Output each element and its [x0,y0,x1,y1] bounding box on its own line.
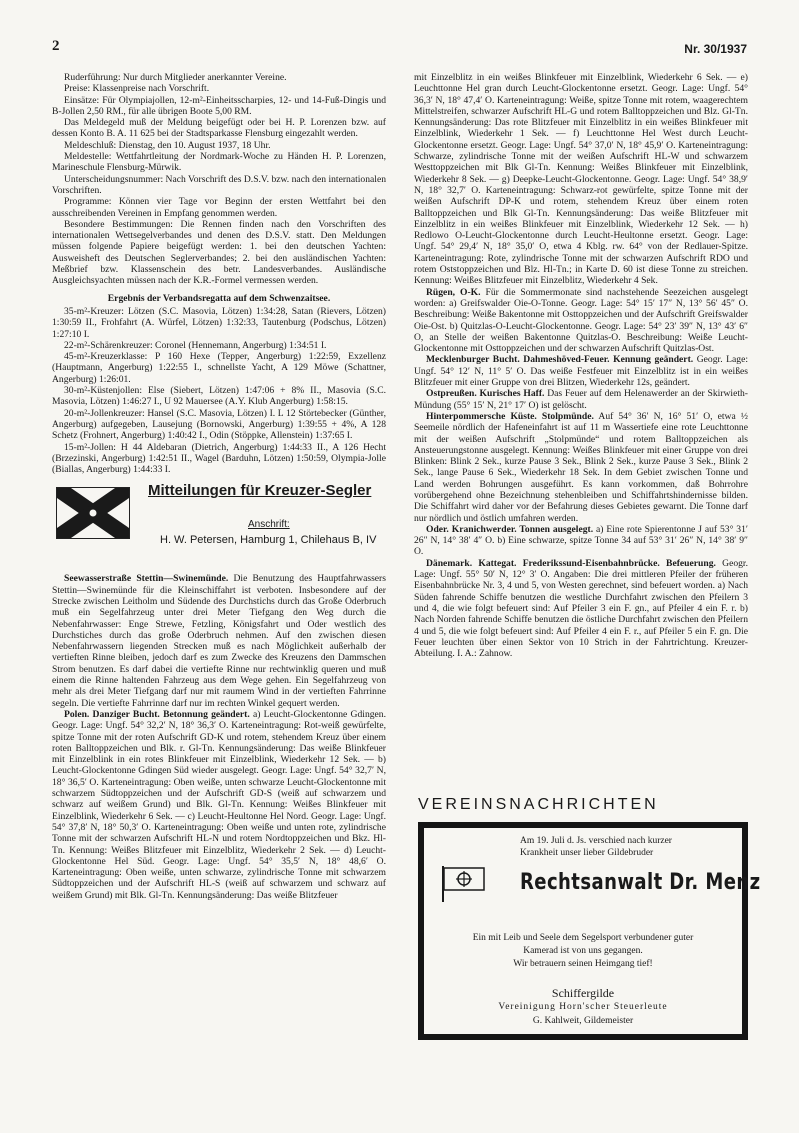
obituary-notice [418,822,761,1040]
notice-line: Krankheit unser lieber Gildebruder [520,848,654,858]
paragraph: Meldeschluß: Dienstag, den 10. August 1937, 18 Uhr. [64,139,271,151]
section-heading: Ergebnis der Verbandsregatta auf dem Schwenzaitsee. [107,292,331,304]
deceased-name: Rechtsanwalt Dr. Menz [520,870,761,895]
item-heading: Seewasserstraße Stettin—Swinemünde. [64,573,229,585]
address: H. W. Petersen, Hamburg 1, Chilehaus B, IV [160,534,377,547]
paragraph: 15-m²-Jollen: H 44 Aldebaran (Dietrich, Angerburg) 1:44:33 II., A 126 Hecht (Brzezinski, Angerburg) 1:42:51 II., Wagel (Barduhn, Lötzen) 1:50:59, Olympia-Jolle (Biallas, Angerburg) 1:44:33 I. [52,441,386,476]
left-column [52,72,386,901]
item-text: Die Benutzung des Hauptfahrwassers Stettin—Swinemünde für die Kleinschiffahrt ist verboten. Insbesondere auf der Strecke zwischen Leitholm und Südende des Durchstichs durch das Große Oderbruch muß ein Segelfahrzeug unter drei Meter Tiefgang den Weg durch die Nebenfahrwasser: Enge Strewe, Fetzling, Königsfahrt und Oder westlich des Durchstiches durch das große Oderbruch nehmen. Auf den zwischen diesen Nebenfahrwassern liegenden Strecken muß es nach Möglichkeit außerhalb der vertieften Rinne bleiben, jedoch darf es zum Zwecke des Kreuzens den Dammschen Strom benutzen. Es darf dabei die vertiefte Rinne nur rechtwinklig queren und muß einem die Rinne haltenden Fahrzeug aus dem Wege gehen. Ein Segelfahrzeug von mehr als drei Meter Tiefgang darf nur mit raumem Wind in der vertieften Fahrrinne segeln. Die vertiefte Fahrrinne darf nur im rechten Winkel gequert werden. [52,573,386,709]
club-name: Vereinigung Horn'scher Steuerleute [498,1002,668,1012]
issue-number: Nr. 30/1937 [684,42,747,56]
item-text: a) Leucht-Glockentonne Gdingen. Geogr. Lage: Ungf. 54° 32,2′ N, 18° 36,3′ O. Karteneintragung: Rot-weiß gewürfelte, spitze Tonne mit der roten Aufschrift GD-K und rotem, stehendem Kreuz über einem roten Balltoppzeichen und Blk. r. Gl-Tn. Kennungsänderung: Das weiße Blinkfeuer mit Einzelblink in ein rotes Blinkfeuer mit Einzelblink, Wiederkehr 12 Sek. — b) Leucht-Glockentonne Gdingen Süd wieder ausgelegt. Geogr. Lage: Ungf. 54° 32,7′ N, 18° 36,5′ O. Karteneintragung: Oben weiße, unten schwarze Leucht-Glockentonne mit schwarzem Südtoppzeichen und der Aufschrift GD-S (weiß auf schwarzem und schwarz auf weißem Grund) und Blk. Gl-Tn. Kennung: Weißes Blinkfeuer mit Einzelblink, Wiederkehr 6 Sek. — c) Leucht-Heultonne Hel Nord. Geogr. Lage: Ungf. 54° 37,8′ N, 18° 50,3′ O. Karteneintragung: Oben weiße und unten rote, zylindrische Tonne mit der schwarzen Aufschrift HL-N und rotem Nordtoppzeichen und Bkz. Hl-Tn. Kennung: Weißes Blitzfeuer mit Einzelblitz, Wiederkehr 2 Sek. — d) Leucht-Glockentonne Hel Süd. Geogr. Lage: Ungf. 54° 35,5′ N, 18° 48,6′ O. Karteneintragung: Oben weiße, unten schwarze, zylindrische Tonne mit schwarzem Südtoppzeichen und der Aufschrift HL-S (weiß auf schwarzem und schwarz auf weißem Grund) mit Blk. Gl-Tn. Kennungsänderung: Das weiße Blitzfeuer [52,708,386,901]
paragraph: 45-m²-Kreuzerklasse: P 160 Hexe (Tepper, Angerburg) 1:22:59, Exzellenz (Hauptmann, Angerburg) 1:22:55 I., schnellste Yacht, A 129 Möwe (Schattner, Angerburg) 1:26:01. [52,351,386,385]
signature: Schiffergilde [551,986,615,1000]
address-label: Anschrift: [248,519,290,531]
gildemeister: G. Kahlweit, Gildemeister [532,1016,634,1026]
item-heading: Hinterpommersche Küste. Stolpmünde. [426,410,594,422]
item-heading: Dänemark. Kattegat. Frederikssund-Eisenbahnbrücke. Befeuerung. [426,557,716,569]
item-heading: Mecklenburger Bucht. Dahmeshöved-Feuer. Kennung geändert. [426,354,694,366]
mitteilungen-header [52,483,386,567]
club-flag-icon [56,487,130,539]
paragraph: Meldestelle: Wettfahrtleitung der Nordmark-Woche zu Händen H. P. Lorenzen, Marineschule Flensburg-Mürwik. [52,151,386,174]
right-column [414,72,748,659]
paragraph: Besondere Bestimmungen: Die Rennen finden nach den Vorschriften des internationalen Wettsegelverbandes und denen des D.S.V. statt. Den Meldungen müssen folgende Papiere beigefügt werden: 1. bei den deutschen Yachten: Ausweisheft des Deutschen Seglerverbandes; 2. bei den ausländischen Yachten: Meßbrief bzw. Klassenschein des betr. Landesverbandes. Ausländische Ausgleichsyachten müssen nach der K.R.-Formel vermessen werden. [52,218,386,287]
notice-line: Wir betrauern seinen Heimgang tief! [513,959,653,969]
page-number: 2 [52,38,60,54]
notice-line: Am 19. Juli d. Js. verschied nach kurzer [520,836,672,846]
paragraph: Programme: Können vier Tage vor Beginn der ersten Wettfahrt bei den ausschreibenden Vereinen in Empfang genommen werden. [52,196,386,219]
paragraph: mit Einzelblitz in ein weißes Blinkfeuer mit Einzelblink, Wiederkehr 6 Sek. — e) Leuchttonne Hel gran durch Leucht-Glockentonne ersetzt. Geogr. Lage: Ungf. 54° 36,3′ N, 18° 47,4′ O. Karteneintragung: Weiße, spitze Tonne mit rotem, waagerechtem Mittelstreifen, schwarzer Aufschrift HL-G und rotem Balltoppzeichen und Blz. Gl-Tn. Kennungsänderung: Das rote Blitzfeuer mit Einzelblitz in ein weißes Blinkfeuer mit Einzelblink, Wiederkehr 1 Sek. — f) Leuchttonne Hel West durch Leucht-Glockentonne ersetzt. Geogr. Lage: Ungf. 54° 37,0′ N, 18° 45,9′ O. Karteneintragung: Schwarze, zylindrische Tonne mit der weißen Aufschrift HL-W und schwarzem Westtoppzeichen mit Blk Gl-Tn. Kennung: Weißes Blinkfeuer mit Einzelblink, Wiederkehr 8 Sek. — g) Deepke-Leucht-Glockentonne. Geogr. Lage: Ungf. 54° 38,9′ N, 18° 32,7′ O. Karteneintragung: Schwarz-rot gewürfelte, spitze Tonne mit der weißen Aufschrift DP-K und rotem, stehendem Kreuz über einem roten Balltoppzeichen und Blk Gl-Tn. Kennungsänderung: Das weiße Blitzfeuer mit Einzelblitz in ein weißes Blinkfeuer mit Einzelblink, Wiederkehr 12 Sek. — h) Redlowo O-Leucht-Glockentonne durch Leucht-Heultonne ersetzt. Geogr. Lage: Ungf. 54° 29,4′ N, 18° 35,0′ O, etwa 4 Kblg. rw. 64° von der Redlauer-Spitze. Karteneintragung: Rote, zylindrische Tonne mit der schwarzen Aufschrift RDO und rotem Oststoppzeichen und Blz. Hl-Tn.; in Karte D. 60 ist diese Tonne zu streichen. Kennung: Weißes Blitzfeuer mit Einzelblitz, Wiederkehr 4 Sek. [414,72,748,287]
section-title: Mitteilungen für Kreuzer-Segler [148,482,372,500]
item-heading: Rügen, O-K. [426,286,481,298]
item-text: Geogr. Lage: Ungf. 54° 12′ N, 11° 5′ O. Das weiße Festfeuer mit Einzelblitz ist in ein weißes Blitzfeuer mit einer Gruppe von drei Blitzen, Wiederkehr 12s, geändert. [414,354,748,389]
item-text: Das Feuer auf dem Helenawerder an der Skirwieth-Mündung (55° 15′ N, 21° 17′ O) ist gelöscht. [414,388,748,411]
paragraph: Ruderführung: Nur durch Mitglieder anerkannter Vereine. [64,72,287,83]
vereinsnachrichten-title: VEREINSNACHRICHTEN [418,796,659,813]
item-text: a) Eine rote Spierentonne J auf 53° 31′ 26″ N, 14° 38′ 4″ O. b) Eine schwarze, spitze Tonne 34 auf 53° 31′ 26″ N, 14° 38′ 9″ O. [414,523,748,558]
paragraph: Unterscheidungsnummer: Nach Vorschrift des D.S.V. bzw. nach den internationalen Vorschriften. [52,173,386,196]
item-heading: Polen. Danziger Bucht. Betonnung geändert. [64,708,250,720]
notice-line: Kamerad ist von uns gegangen. [523,946,643,956]
notice-text [432,932,734,971]
item-heading: Ostpreußen. Kurisches Haff. [426,388,545,400]
paragraph: 35-m²-Kreuzer: Lötzen (S.C. Masovia, Lötzen) 1:34:28, Satan (Rievers, Lötzen) 1:30:59 II., Frohfahrt (A. Würfel, Lötzen) 1:32:33, Tautenburg (Podschus, Lötzen) 1:27:10 I. [52,305,386,340]
paragraph: Das Meldegeld muß der Meldung beigefügt oder bei H. P. Lorenzen bzw. auf dessen Konto B. A. 11 625 bei der Stadtsparkasse Flensburg eingezahlt werden. [52,117,386,140]
item-text: Auf 54° 36′ N, 16° 51′ O, etwa ½ Seemeile nördlich der Hafeneinfahrt ist auf 11 m Wassertiefe eine rote Leuchttonne mit der weißen Aufschrift „Stolpmünde“ und rotem Balltoppzeichen als Ansteuerungstonne ausgelegt. Kennung: Weißes Blinkfeuer mit einer Gruppe von drei Blinken: Blink 2 Sek., kurze Pause 3 Sek., Blink 2 Sek., kurze Pause 3 Sek., Blink 2 Sek., lange Pause 6 Sek., Wiederkehr 18 Sek. In dem Gebiet zwischen Tonne und Land werden Bohrungen ausgeführt. Es kann vorkommen, daß Bohrrohre vorübergehend ohne Bezeichnung stehenbleiben und Schiffahrtshindernisse bilden. Die Schiffahrt wird daher vor der Befahrung dieses Gebietes gewarnt. Die Tonne darf nur nördlich und östlich umfahren werden. [414,410,748,524]
paragraph: 20-m²-Jollenkreuzer: Hansel (S.C. Masovia, Lötzen) I. L 12 Störtebecker (Günther, Angerburg) aufgegeben, Lausejung (Bornowski, Angerburg) 1:39:55 + 4%, A 128 Schetz (Frohnert, Angerburg) 1:40:42 I., Odin (Stöppke, Allenstein) 1:37:65 I. [52,407,386,442]
ship-wheel-flag-icon [440,866,486,902]
item-text: Für die Sommermonate sind nachstehende Seezeichen ausgelegt worden: a) Greifswalder Oie-O-Tonne. Geogr. Lage: 54° 15′ 17″ N, 13° 56′ 45″ O. Beschreibung: Weiße Bakentonne mit Osttoppzeichen und der Aufschrift Greifswalder Oie-Ost. b) Quitzlas-O-Leucht-Glockentonne. Geogr. Lage: 54° 23′ 39″ N, 13° 43′ 6″ O, an Stelle der weißen Bakentonne Quitzlas-O. Beschreibung: Weiße Leucht-Glockentonne mit Osttoppzeichen und der schwarzen Aufschrift Quitzlas-Ost. [414,286,748,355]
paragraph: Einsätze: Für Olympiajollen, 12-m²-Einheitsscharpies, 12- und 14-Fuß-Dingis und B-Jollen 2,50 RM., für alle übrigen Boote 5,00 RM. [52,94,386,117]
notice-line: Ein mit Leib und Seele dem Segelsport verbundener guter [472,933,694,943]
item-heading: Oder. Kranichwerder. Tonnen ausgelegt. [426,523,594,535]
paragraph: Preise: Klassenpreise nach Vorschrift. [64,83,210,95]
paragraph: 22-m²-Schärenkreuzer: Coronel (Hennemann, Angerburg) 1:34:51 I. [64,339,327,351]
paragraph: 30-m²-Küstenjollen: Else (Siebert, Lötzen) 1:47:06 + 8% II., Masovia (S.C. Masovia, Lötzen) 1:46:27 I., U 92 Mauersee (A.Y. Klub Angerburg) 1:58:15. [52,385,386,408]
item-text: Geogr. Lage: Ungf. 55° 50′ N, 12° 3′ O. Angaben: Die drei mittleren Pfeiler der früheren Eisenbahnbrücke Nr. 3, 4 und 5, von Westen gerechnet, sind befeuert worden. a) Nach Süden fahrende Schiffe benutzen die westliche Durchfahrt zwischen den Pfeilern 3 und 4, die wie folgt befeuert sind: Auf Pfeiler 3 ein F. gn., auf Pfeiler 4 ein F. r. b) Nach Norden fahrende Schiffe benutzen die östliche Durchfahrt zwischen den Pfeilern 4 und 5, die wie folgt befeuert sind: Auf Pfeiler 4 ein F. r., auf Pfeiler 5 ein F. gn. Die Feuer leuchten über einen Sektor von 10 Strich in der Fahrtrichtung. Kreuzer-Abteilung. I. A.: Zahnow. [414,557,748,660]
